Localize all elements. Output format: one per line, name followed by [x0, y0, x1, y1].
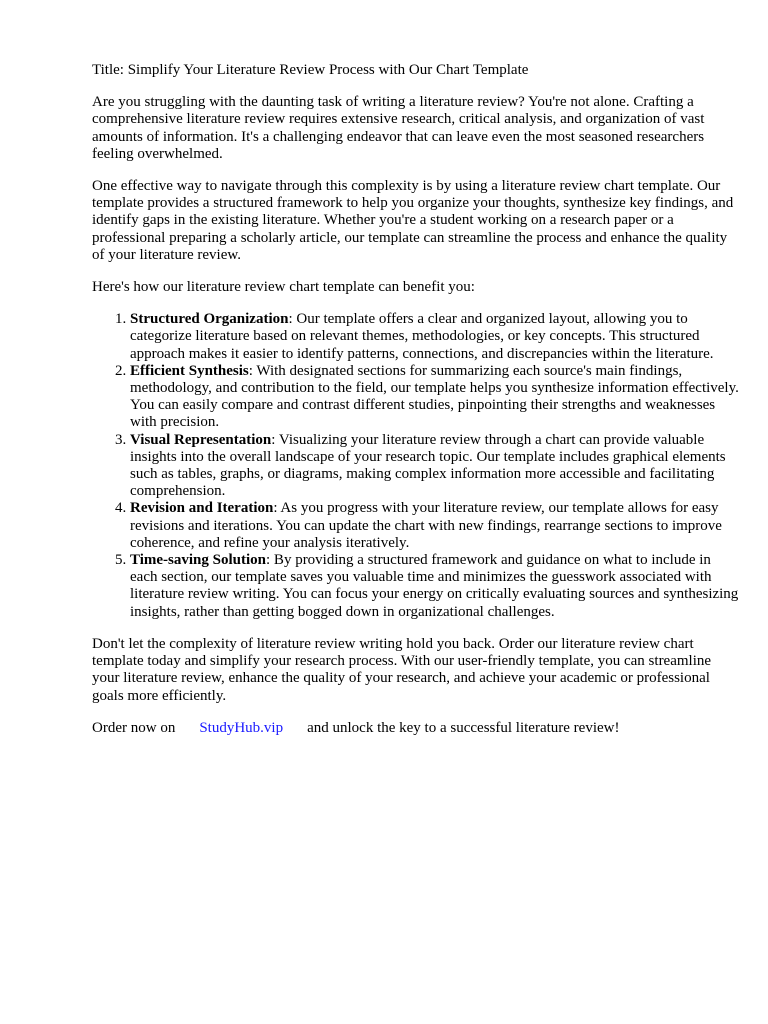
studyhub-link[interactable]: StudyHub.vip: [199, 719, 284, 736]
benefits-list: [92, 311, 742, 621]
benefit-title: Structured Organization: [130, 311, 289, 328]
document-title: Title: Simplify Your Literature Review Process with Our Chart Template: [92, 62, 529, 78]
benefits-intro: Here's how our literature review chart template can benefit you:: [92, 279, 475, 296]
call-to-action: [92, 720, 742, 737]
benefit-text: : By providing a structured framework and guidance on what to include in each section, our template saves you valuable time and minimizes the guesswork associated with literature review writing. You can focus your energy on critically evaluating sources and synthesizing insights, rather than getting bogged down in organizational challenges.: [130, 552, 739, 620]
intro-paragraph: Are you struggling with the daunting task of writing a literature review? You're not alone. Crafting a comprehensive literature review requires extensive research, critical analysis, and organization of vast amounts of information. It's a challenging endeavor that can leave even the most seasoned researchers feeling overwhelmed.: [92, 94, 705, 162]
benefit-item-structured-organization: [130, 311, 742, 363]
benefit-item-visual-representation: [130, 432, 742, 501]
benefit-text: : As you progress with your literature review, our template allows for easy revisions and iterations. You can update the chart with new findings, rearrange sections to improve coherence, and refine your analysis iteratively.: [130, 500, 722, 551]
benefit-text: : Our template offers a clear and organized layout, allowing you to categorize literature based on relevant themes, methodologies, or key concepts. This structured approach makes it easier to identify patterns, connections, and discrepancies within the literature.: [130, 311, 714, 362]
benefit-text: : Visualizing your literature review through a chart can provide valuable insights into the overall landscape of your research topic. Our template includes graphical elements such as tables, graphs, or diagrams, making complex information more accessible and facilitating comprehension.: [130, 431, 726, 500]
benefit-text: : With designated sections for summarizing each source's main findings, methodology, and contribution to the field, our template helps you synthesize information effectively. You can easily compare and contrast different studies, pinpointing their strengths and weaknesses with precision.: [130, 362, 739, 431]
document-page: [92, 62, 742, 752]
cta-prefix: Order now on: [92, 719, 176, 736]
benefit-title: Time-saving Solution: [130, 552, 267, 569]
benefit-title: Visual Representation: [130, 431, 272, 448]
benefit-title: Efficient Synthesis: [130, 362, 249, 379]
cta-suffix: and unlock the key to a successful literature review!: [307, 719, 620, 736]
benefit-item-time-saving-solution: [130, 552, 742, 621]
benefit-item-revision-and-iteration: [130, 500, 742, 552]
closing-paragraph: Don't let the complexity of literature review writing hold you back. Order our literature review chart template today and simplify your research process. With our user-friendly template, you can streamline your literature review, enhance the quality of your research, and achieve your academic or professional goals more efficiently.: [92, 635, 712, 704]
template-paragraph: One effective way to navigate through this complexity is by using a literature review chart template. Our template provides a structured framework to help you organize your thoughts, synthesize key findings, and identify gaps in the existing literature. Whether you're a student working on a research paper or a professional preparing a scholarly article, our template can streamline the process and enhance the quality of your literature review.: [92, 178, 734, 263]
benefit-title: Revision and Iteration: [130, 500, 274, 517]
benefit-item-efficient-synthesis: [130, 363, 742, 432]
